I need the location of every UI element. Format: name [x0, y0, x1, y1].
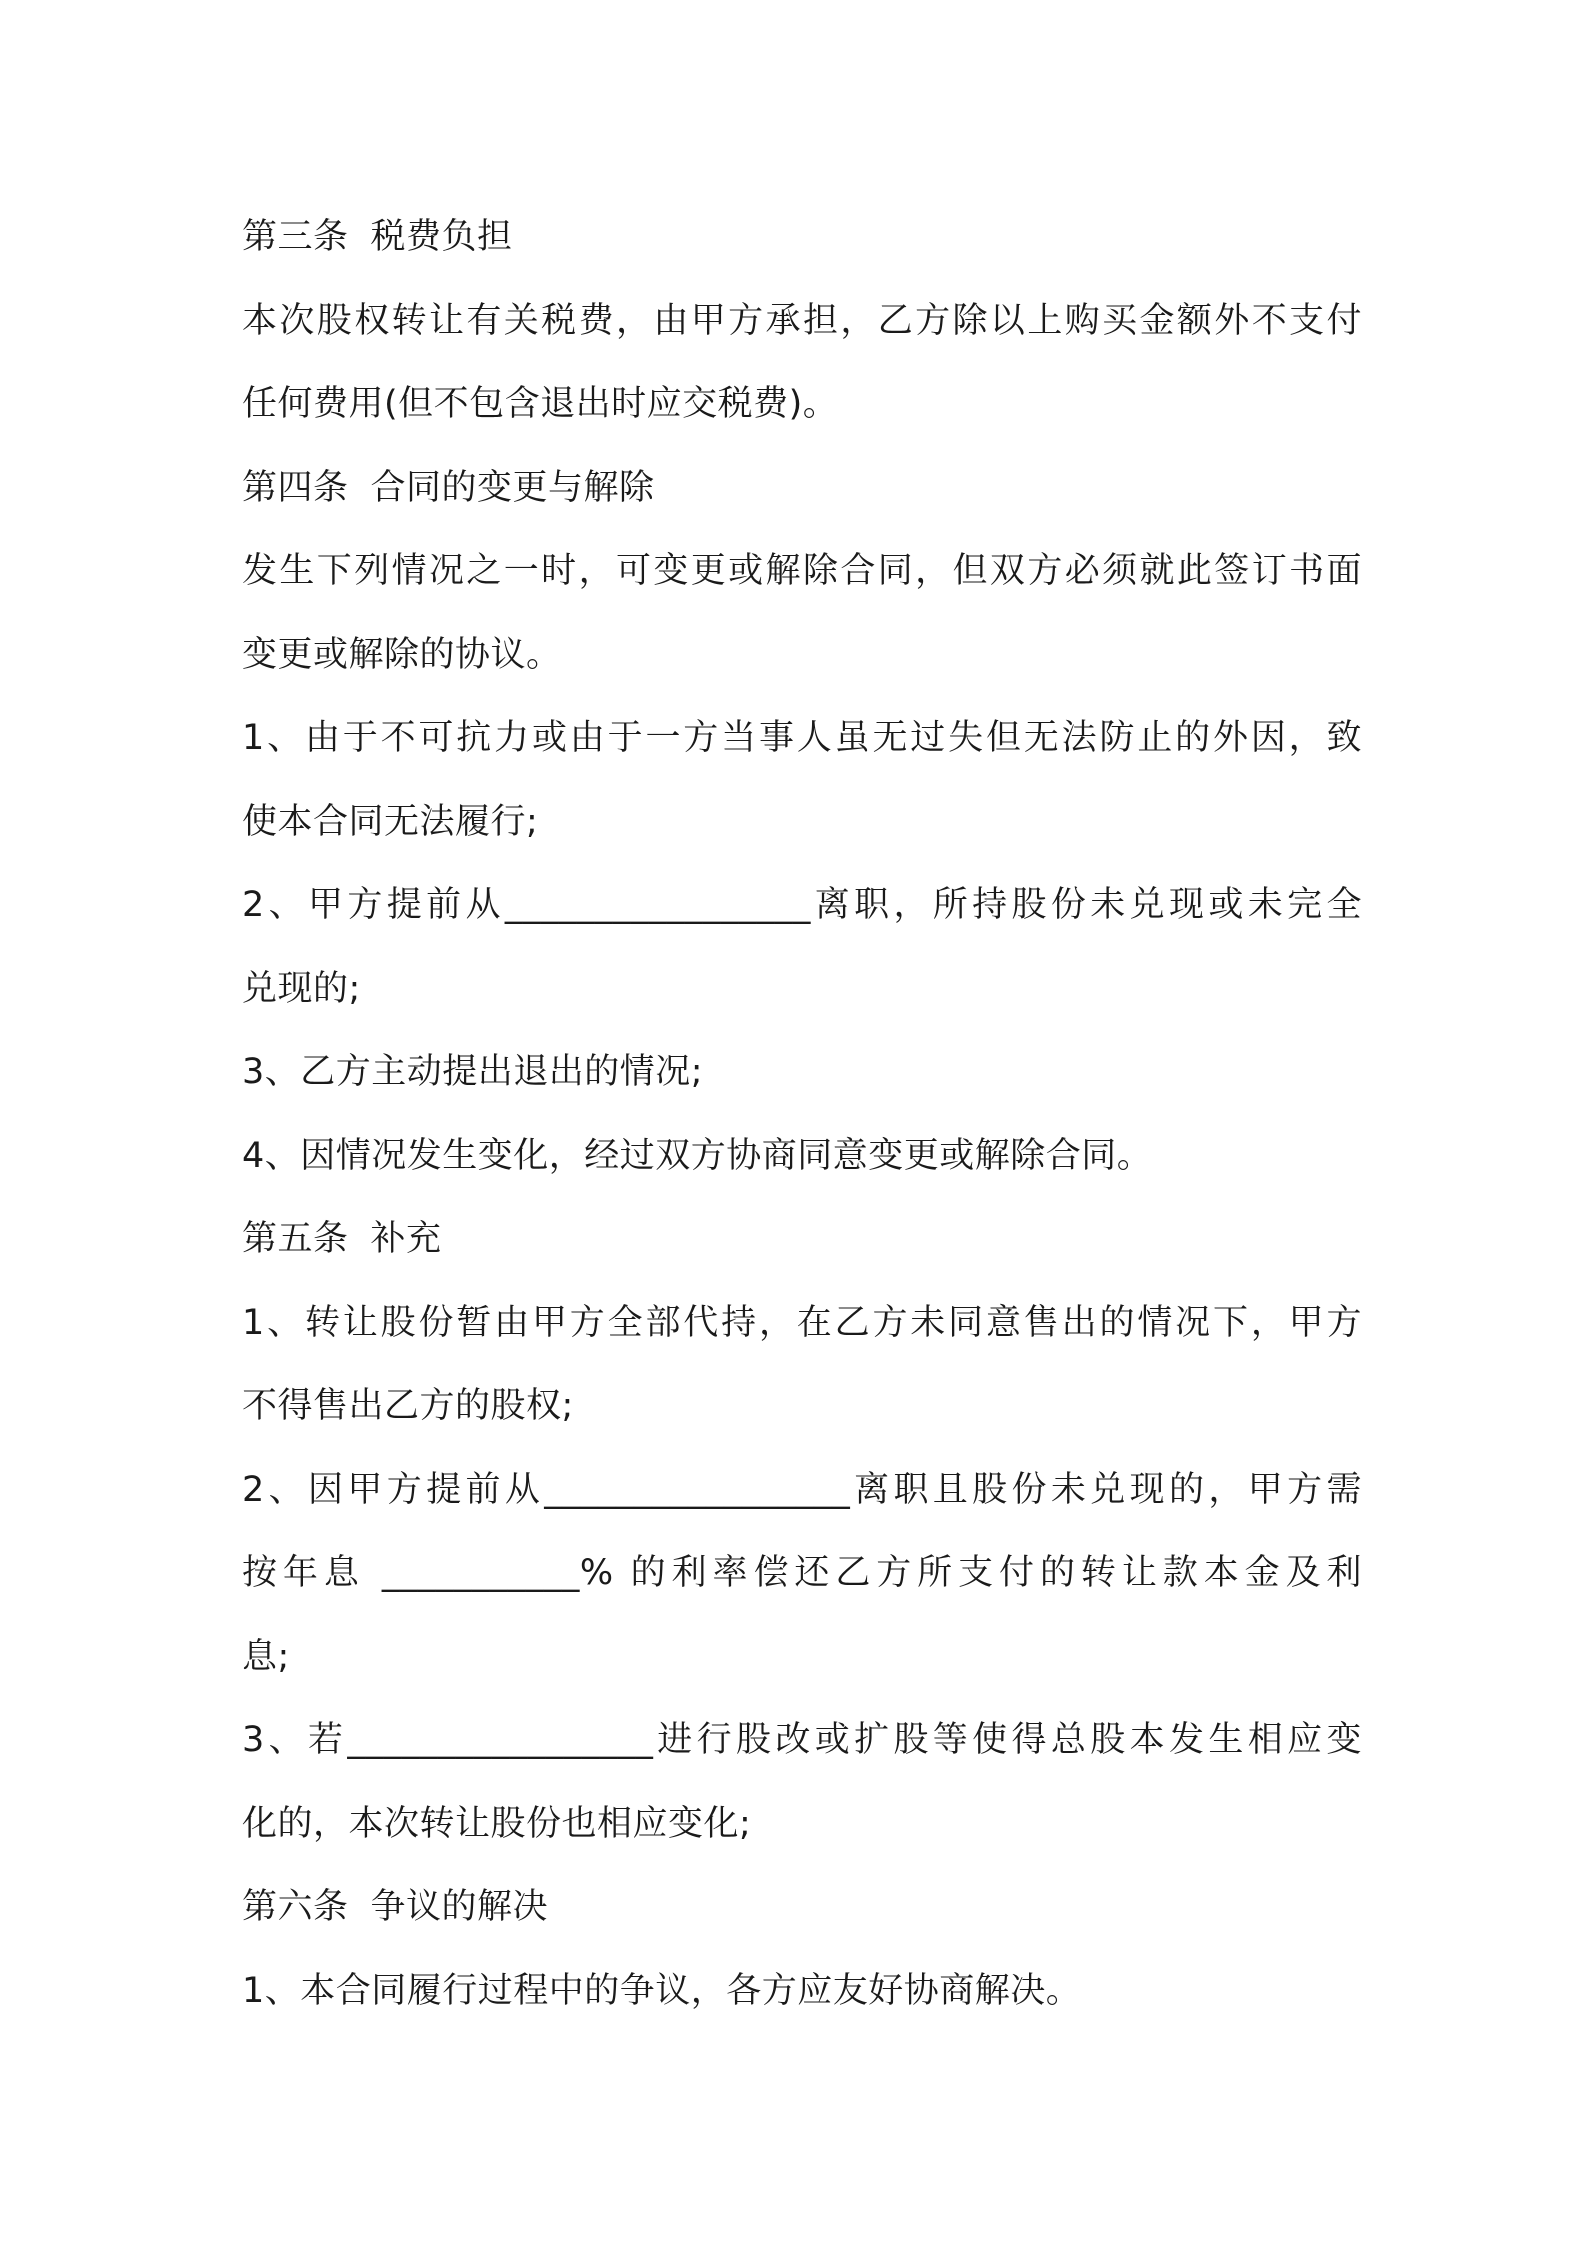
paragraph-line: 不得售出乙方的股权; — [242, 1386, 574, 1426]
paragraph-line: 化的，本次转让股份也相应变化; — [242, 1803, 752, 1844]
section-heading — [242, 196, 1362, 280]
section-number: 第四条 — [242, 467, 349, 508]
section-title: 合同的变更与解除 — [370, 467, 655, 508]
paragraph-line: 息; — [242, 1636, 290, 1677]
section-number: 第六条 — [242, 1887, 349, 1927]
paragraph-line: 兑现的; — [242, 968, 361, 1009]
section-number: 第三条 — [242, 217, 349, 257]
paragraph-line: 按年息 ___________% 的利率偿还乙方所支付的转让款本金及利 — [242, 1553, 1362, 1593]
section-title: 争议的解决 — [370, 1887, 549, 1927]
section-heading — [242, 1866, 1362, 1950]
paragraph-line: 2、因甲方提前从_________________离职且股份未兑现的，甲方需 — [242, 1469, 1362, 1510]
paragraph-line: 任何费用(但不包含退出时应交税费)。 — [242, 384, 839, 424]
paragraph-line: 本次股权转让有关税费，由甲方承担，乙方除以上购买金额外不支付 — [242, 300, 1362, 341]
section-number: 第五条 — [242, 1219, 349, 1259]
document-body — [242, 196, 1362, 2033]
paragraph-line: 发生下列情况之一时，可变更或解除合同，但双方必须就此签订书面 — [242, 551, 1362, 591]
section-heading — [242, 447, 1362, 531]
section-heading — [242, 1198, 1362, 1282]
paragraph-line: 3、若_________________进行股改或扩股等使得总股本发生相应变 — [242, 1720, 1362, 1760]
paragraph-line: 1、转让股份暂由甲方全部代持，在乙方未同意售出的情况下，甲方 — [242, 1302, 1362, 1343]
paragraph-line: 变更或解除的协议。 — [242, 634, 562, 675]
paragraph-line: 2、甲方提前从_________________离职，所持股份未兑现或未完全 — [242, 885, 1362, 925]
paragraph-line: 使本合同无法履行; — [242, 801, 539, 842]
paragraph-line: 1、本合同履行过程中的争议，各方应友好协商解决。 — [242, 1970, 1082, 2011]
paragraph-line: 1、由于不可抗力或由于一方当事人虽无过失但无法防止的外因，致 — [242, 718, 1362, 758]
paragraph-line: 4、因情况发生变化，经过双方协商同意变更或解除合同。 — [242, 1135, 1153, 1176]
paragraph-line: 3、乙方主动提出退出的情况; — [242, 1052, 704, 1092]
section-title: 补充 — [370, 1219, 442, 1259]
section-title: 税费负担 — [370, 217, 513, 257]
